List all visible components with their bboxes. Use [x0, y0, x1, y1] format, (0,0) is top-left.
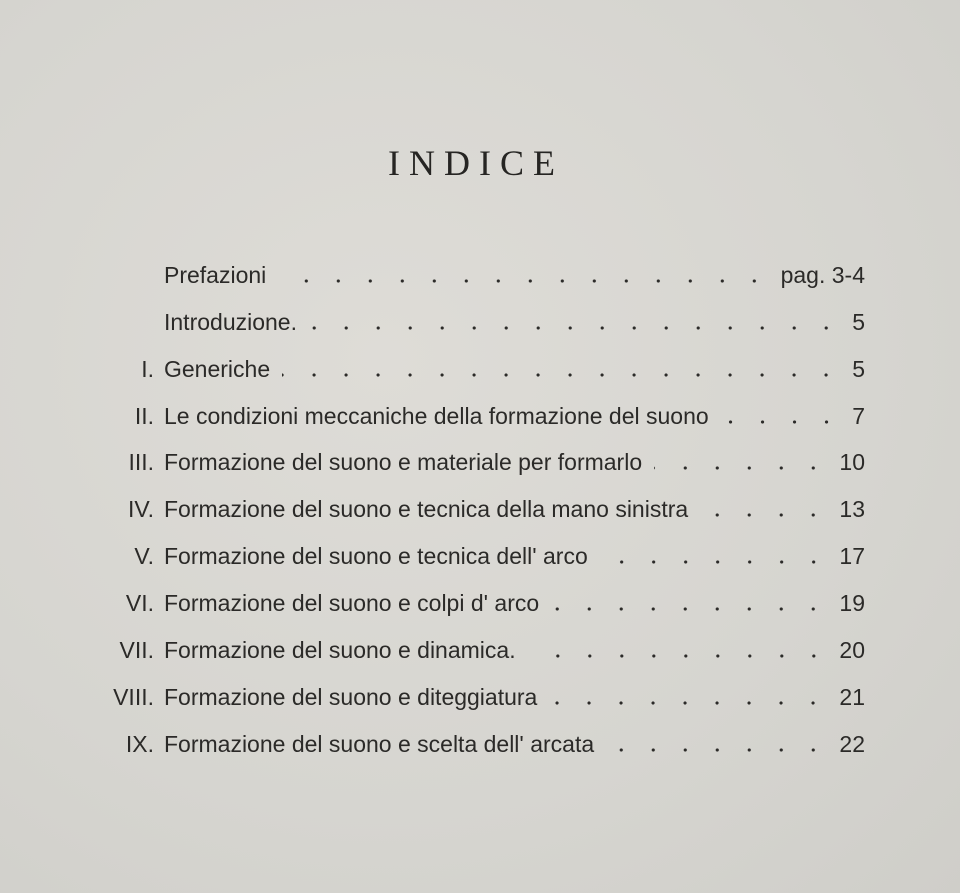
chapter-number: III.: [128, 449, 154, 476]
page-number: 21: [839, 683, 865, 710]
dot-leader: [309, 325, 842, 331]
chapter-number: VI.: [125, 590, 154, 617]
page-number: 5: [852, 355, 865, 382]
dot-leader: [278, 278, 770, 284]
toc-entry: [90, 289, 865, 336]
chapter-title: Formazione del suono e materiale per formarlo: [164, 449, 643, 476]
toc-entry: [90, 523, 865, 570]
page-number: 5: [852, 308, 865, 335]
dot-leader: [721, 419, 843, 425]
chapter-number: IV.: [127, 496, 154, 523]
chapter-number: I.: [141, 355, 154, 382]
chapter-title: Formazione del suono e scelta dell' arcata: [164, 730, 595, 757]
chapter-number: VIII.: [113, 683, 154, 710]
chapter-title: Le condizioni meccaniche della formazione del suono: [164, 402, 709, 429]
toc-entry: [90, 664, 865, 711]
page-number: pag. 3-4: [780, 261, 865, 288]
dot-leader: [528, 653, 830, 659]
page-title: INDICE: [388, 143, 564, 183]
chapter-title: Formazione del suono e dinamica.: [164, 637, 516, 664]
chapter-title: Prefazioni: [164, 261, 267, 288]
page-number: 19: [839, 590, 865, 617]
chapter-title: Formazione del suono e tecnica della mano sinistra: [164, 496, 689, 523]
dot-leader: [549, 700, 829, 706]
toc-entry: [90, 383, 865, 430]
toc-entry: [90, 430, 865, 477]
toc-entry: [90, 617, 865, 664]
chapter-number: II.: [134, 402, 154, 429]
toc-entry: [90, 476, 865, 523]
table-of-contents: [90, 242, 865, 758]
chapter-number: VII.: [119, 637, 154, 664]
toc-entry: [90, 570, 865, 617]
toc-entry: [90, 242, 865, 289]
chapter-title: Generiche: [164, 355, 271, 382]
page-number: 17: [839, 543, 865, 570]
chapter-title: Formazione del suono e colpi d' arco: [164, 590, 540, 617]
toc-entry: [90, 711, 865, 758]
chapter-title: Formazione del suono e diteggiatura: [164, 683, 538, 710]
page-number: 13: [839, 496, 865, 523]
chapter-number: V.: [134, 543, 154, 570]
dot-leader: [282, 372, 842, 378]
page-number: 20: [839, 637, 865, 664]
dot-leader: [551, 606, 829, 612]
chapter-title: Introduzione.: [164, 308, 297, 335]
page-number: 7: [852, 402, 865, 429]
page-number: 10: [839, 449, 865, 476]
page-number: 22: [839, 730, 865, 757]
chapter-title: Formazione del suono e tecnica dell' arco: [164, 543, 588, 570]
chapter-number: IX.: [125, 730, 154, 757]
dot-leader: [606, 747, 829, 753]
toc-entry: [90, 336, 865, 383]
dot-leader: [700, 512, 829, 518]
dot-leader: [654, 465, 829, 471]
dot-leader: [600, 559, 830, 565]
